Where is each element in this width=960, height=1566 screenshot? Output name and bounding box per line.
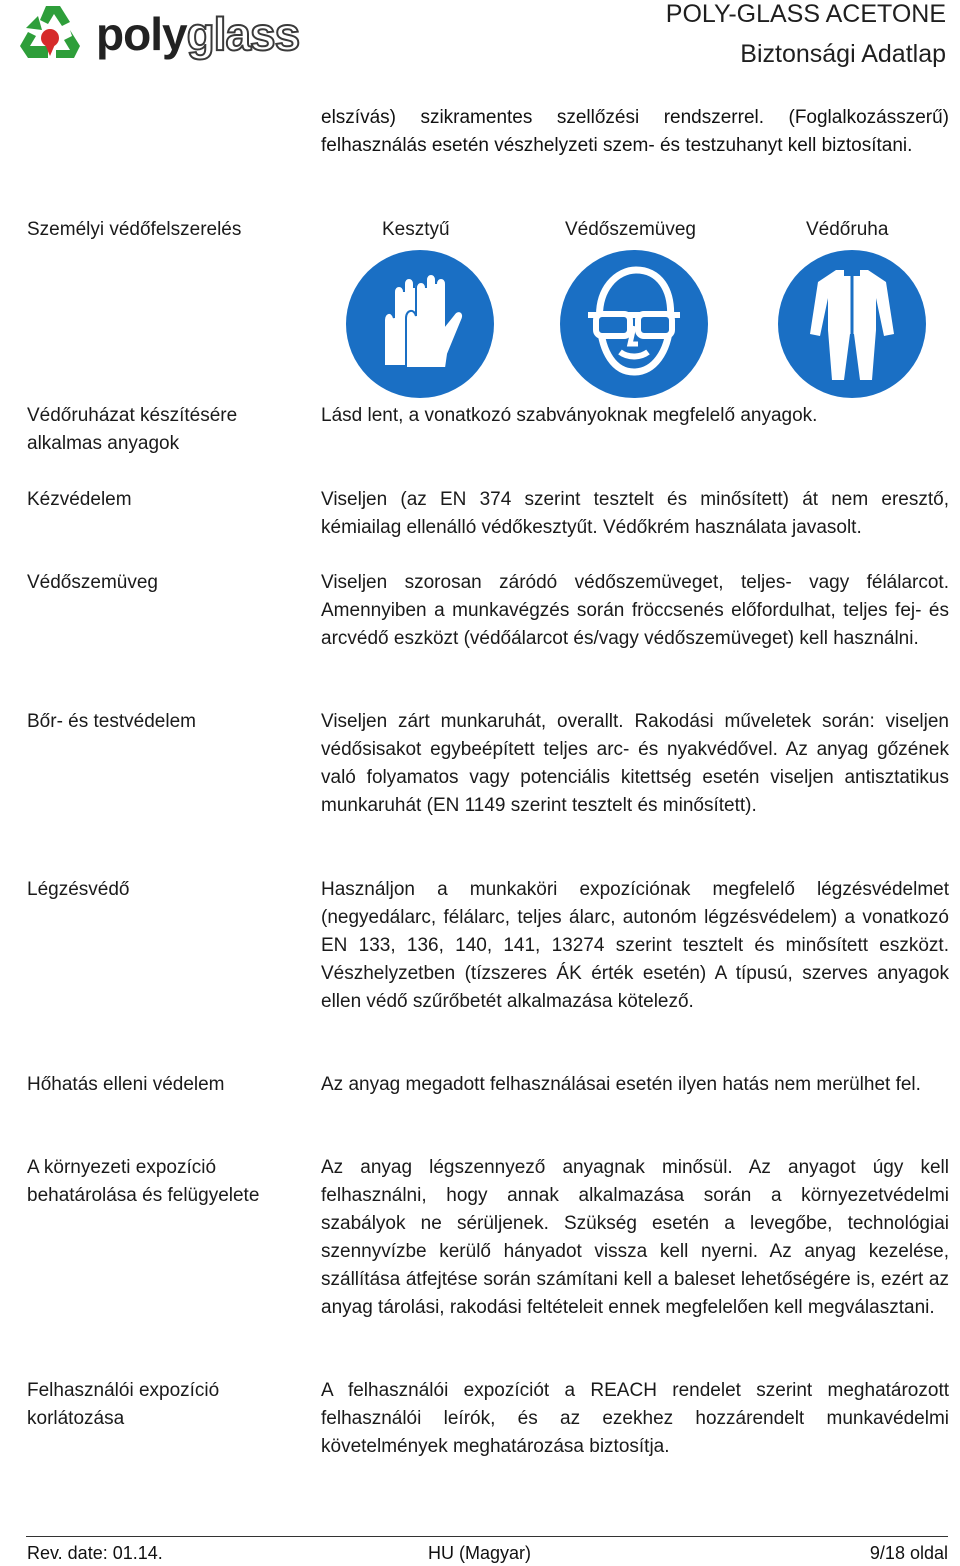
row-label-hand-protection: Kézvédelem	[27, 489, 132, 510]
logo-wordmark: polyglass	[96, 8, 300, 60]
recycle-icon	[8, 2, 88, 68]
row-text-eye-protection: Viseljen szorosan záródó védőszemüveget, teljes- vagy félálarcot. Amennyiben a munkavégzés során fröccsenés előfordulhat, teljes fej- és arcvédő eszközt (védőálarcot és/vagy védőszemüveget) kell használni.	[321, 572, 949, 649]
revision-date: Rev. date: 01.14.	[27, 1543, 163, 1563]
row-text-skin-body-protection: Viseljen zárt munkaruhát, overallt. Rakodási műveletek során: viseljen védősisakot egybeépített teljes arc- és nyakvédővel. Az anyag gőzének való folyamatos vagy potenciális kitettség esetén viseljen antisztatikus munkaruhát (EN 1149 szerint tesztelt és minősített).	[321, 711, 949, 816]
row-label-eye-protection: Védőszemüveg	[27, 572, 158, 593]
row-text-consumer-exposure: A felhasználói expozíciót a REACH rendelet szerint meghatározott felhasználói leírók, és az ezekhez hozzárendelt munkavédelmi követelmények meghatározása biztosítja.	[321, 1380, 949, 1457]
gloves-icon	[344, 248, 496, 400]
row-text-thermal-protection: Az anyag megadott felhasználásai esetén ilyen hatás nem merülhet fel.	[321, 1074, 921, 1095]
page-number: 9/18 oldal	[869, 1543, 948, 1563]
row-text-hand-protection: Viseljen (az EN 374 szerint tesztelt és minősített) át nem eresztő, kémiailag ellenálló védőkesztyűt. Védőkrém használata javasolt.	[321, 489, 949, 538]
page-header	[0, 0, 960, 80]
row-label-respiratory-protection: Légzésvédő	[27, 879, 130, 900]
polyglass-logo	[8, 2, 308, 68]
language: HU (Magyar)	[428, 1543, 532, 1563]
protective-suit-icon	[776, 248, 928, 400]
row-text-protective-clothing-materials: Lásd lent, a vonatkozó szabványoknak megfelelő anyagok.	[321, 405, 818, 426]
footer-divider	[26, 1536, 948, 1537]
intro-text: elszívás) szikramentes szellőzési rendszerrel. (Foglalkozásszerű) felhasználás esetén vészhelyzeti szem- és testzuhanyt kell biztosítani.	[321, 107, 949, 156]
row-label-protective-clothing-materials: Védőruházat készítésére alkalmas anyagok	[27, 405, 238, 454]
row-label-consumer-exposure: Felhasználói expozíció korlátozása	[27, 1380, 220, 1429]
row-label-skin-body-protection: Bőr- és testvédelem	[27, 711, 196, 732]
goggles-heading: Védőszemüveg	[565, 219, 696, 240]
page-footer	[0, 1536, 960, 1566]
row-label-environmental-exposure: A környezeti expozíció behatárolása és felügyelete	[27, 1157, 260, 1206]
clothing-heading: Védőruha	[806, 219, 889, 240]
goggles-icon	[558, 248, 710, 400]
document-title: POLY-GLASS ACETONE	[665, 0, 946, 28]
ppe-label: Személyi védőfelszerelés	[27, 219, 242, 240]
row-text-respiratory-protection: Használjon a munkaköri expozíciónak megfelelő légzésvédelmet (negyedálarc, félálarc, teljes álarc, autonóm légzésvédelem) a vonatkozó EN 133, 136, 140, 141, 13274 szerint tesztelt és minősített eszközt. Vészhelyzetben (tízszeres ÁK érték esetén) A típusú, szerves anyagok ellen védő szűrőbetét alkalmazása kötelező.	[321, 879, 949, 1012]
row-text-environmental-exposure: Az anyag légszennyező anyagnak minősül. Az anyagot úgy kell felhasználni, hogy annak alkalmazása során a környezetvédelmi szabályok ne sérüljenek. Szükség esetén a levegőbe, technológiai szennyvízbe kerülő hányadot vissza kell nyerni. Az anyag kezelése, szállítása átfejtése során számítani kell a baleset lehetőségére is, ezért az anyag tárolási, rakodási feltételeit ennek megfelelően kell megválasztani.	[321, 1157, 949, 1318]
gloves-heading: Kesztyű	[382, 219, 450, 240]
row-label-thermal-protection: Hőhatás elleni védelem	[27, 1074, 225, 1095]
document-subtitle: Biztonsági Adatlap	[740, 40, 946, 68]
